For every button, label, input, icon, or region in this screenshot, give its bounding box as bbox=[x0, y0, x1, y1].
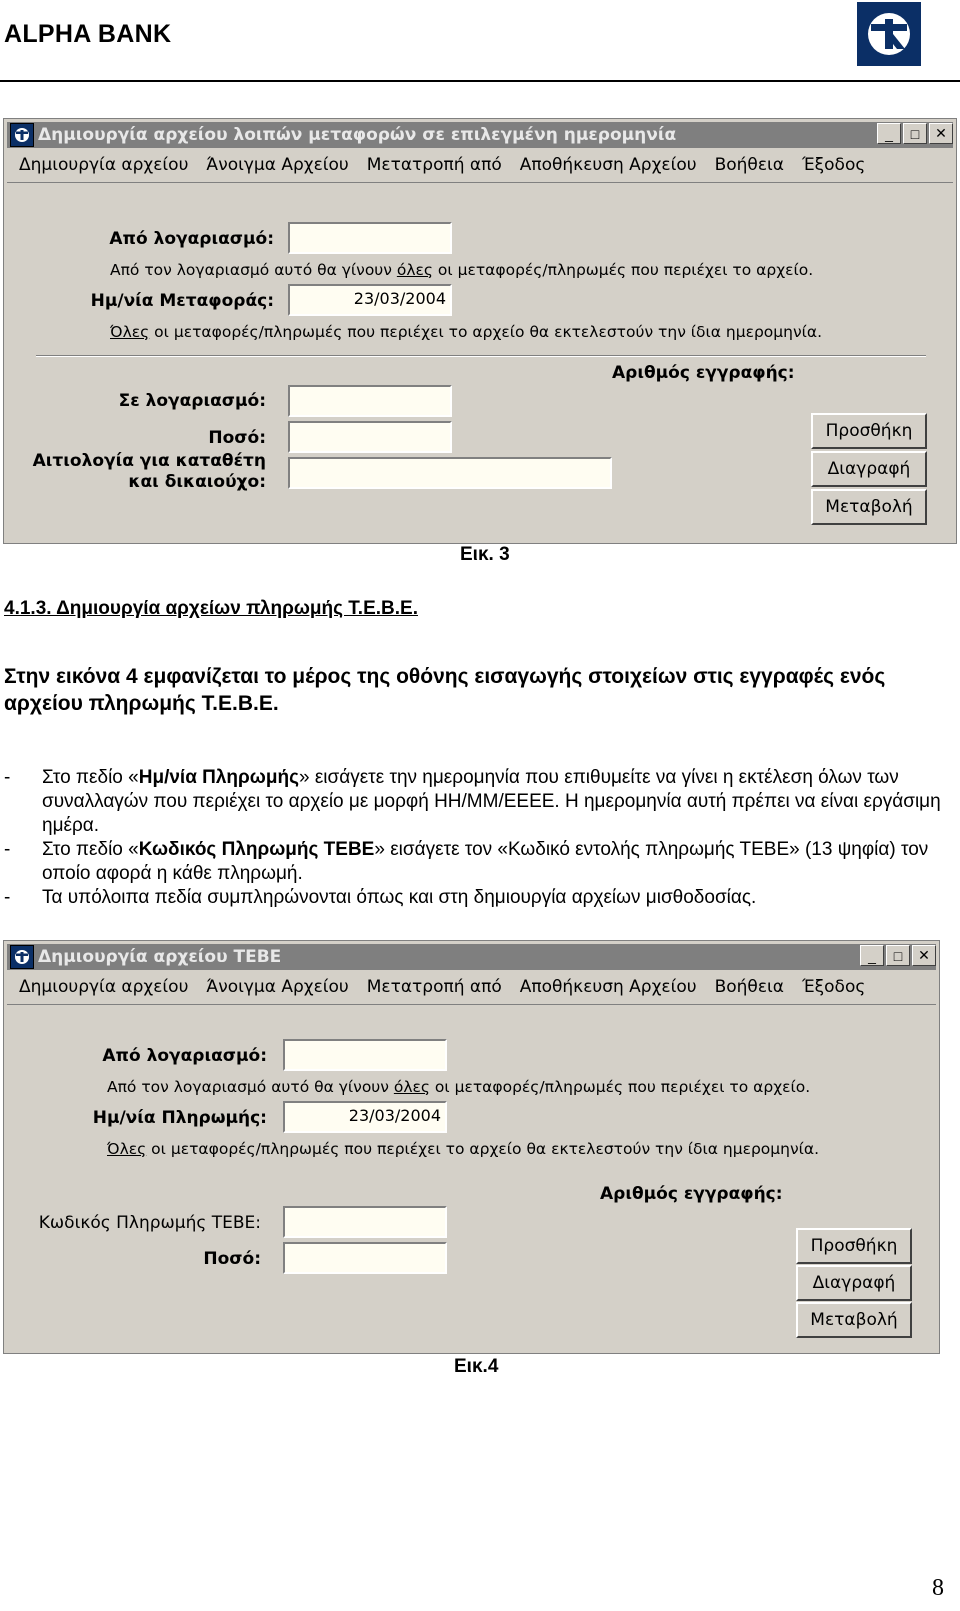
list-item: - Στο πεδίο «Ημ/νία Πληρωμής» εισάγετε την ημερομηνία που επιθυμείτε να γίνει η εκτέλεση όλων των συναλλαγών που περιέχει το αρχείο με μορφή ΗΗ/ΜΜ/ΕΕΕΕ. Η ημερομηνία αυτή πρέπει να είναι εργάσιμη ημέρα. bbox=[4, 767, 941, 836]
window-title: Δημιουργία αρχείου ΤΕΒΕ bbox=[38, 947, 282, 967]
payment-date-field[interactable]: 23/03/2004 bbox=[283, 1101, 447, 1133]
transfer-date-label: Ημ/νία Μεταφοράς: bbox=[90, 291, 274, 311]
menu-convert-from[interactable]: Μετατροπή από bbox=[366, 155, 502, 175]
list-item: - Τα υπόλοιπα πεδία συμπληρώνονται όπως και στη δημιουργία αρχείων μισθοδοσίας. bbox=[4, 887, 757, 908]
menu-open-file[interactable]: Άνοιγμα Αρχείου bbox=[206, 155, 349, 175]
menu-save-file[interactable]: Αποθήκευση Αρχείου bbox=[519, 155, 697, 175]
tebe-file-window bbox=[3, 940, 940, 1354]
from-account-label: Από λογαριασμό: bbox=[109, 229, 274, 249]
from-account-field[interactable] bbox=[283, 1039, 447, 1071]
transfer-date-field[interactable]: 23/03/2004 bbox=[288, 284, 452, 316]
close-icon[interactable]: ✕ bbox=[912, 945, 936, 966]
menu-create-file[interactable]: Δημιουργία αρχείου bbox=[19, 977, 189, 997]
menu-bar bbox=[7, 148, 953, 183]
menu-convert-from[interactable]: Μετατροπή από bbox=[366, 977, 502, 997]
instruction-list bbox=[4, 766, 944, 910]
from-account-note: Από τον λογαριασμό αυτό θα γίνουν όλες οι μεταφορές/πληρωμές που περιέχει το αρχείο. bbox=[110, 261, 814, 279]
record-number-label: Αριθμός εγγραφής: bbox=[600, 1184, 783, 1204]
add-button[interactable]: Προσθήκη bbox=[796, 1228, 912, 1264]
same-date-note: Όλες οι μεταφορές/πληρωμές που περιέχει το αρχείο θα εκτελεστούν την ίδια ημερομηνία. bbox=[110, 323, 823, 341]
menu-exit[interactable]: Έξοδος bbox=[801, 977, 866, 997]
menu-exit[interactable]: Έξοδος bbox=[801, 155, 866, 175]
app-icon bbox=[10, 123, 34, 147]
from-account-label: Από λογαριασμό: bbox=[102, 1046, 267, 1066]
app-icon bbox=[10, 945, 34, 969]
list-item: - Στο πεδίο «Κωδικός Πληρωμής ΤΕΒΕ» εισάγετε τον «Κωδικό εντολής πληρωμής ΤΕΒΕ» (13 ψηφία) τον οποίο αφορά η κάθε πληρωμή. bbox=[4, 839, 929, 884]
from-account-field[interactable] bbox=[288, 222, 452, 254]
amount-label: Ποσό: bbox=[203, 1249, 261, 1269]
page-number: 8 bbox=[932, 1575, 944, 1601]
amount-field[interactable] bbox=[288, 421, 452, 453]
maximize-icon[interactable]: □ bbox=[903, 123, 927, 144]
close-icon[interactable]: ✕ bbox=[929, 123, 953, 144]
delete-button[interactable]: Διαγραφή bbox=[796, 1265, 912, 1301]
tebe-code-field[interactable] bbox=[283, 1206, 447, 1238]
menu-help[interactable]: Βοήθεια bbox=[714, 977, 784, 997]
section-heading: 4.1.3. Δημιουργία αρχείων πληρωμής Τ.Ε.Β.Ε. bbox=[4, 598, 418, 619]
menu-save-file[interactable]: Αποθήκευση Αρχείου bbox=[519, 977, 697, 997]
tebe-code-label: Κωδικός Πληρωμής ΤΕΒΕ: bbox=[38, 1213, 261, 1233]
alpha-bank-logo-icon bbox=[857, 2, 921, 66]
to-account-field[interactable] bbox=[288, 385, 452, 417]
reason-field[interactable] bbox=[288, 457, 612, 489]
window-titlebar bbox=[7, 122, 953, 148]
menu-open-file[interactable]: Άνοιγμα Αρχείου bbox=[206, 977, 349, 997]
from-account-note: Από τον λογαριασμό αυτό θα γίνουν όλες οι μεταφορές/πληρωμές που περιέχει το αρχείο. bbox=[107, 1078, 811, 1096]
intro-paragraph: Στην εικόνα 4 εμφανίζεται το μέρος της οθόνης εισαγωγής στοιχείων στις εγγραφές ενός αρχείου πληρωμής Τ.Ε.Β.Ε. bbox=[4, 665, 886, 715]
record-number-label: Αριθμός εγγραφής: bbox=[612, 363, 795, 383]
bank-name: ALPHA BANK bbox=[4, 20, 172, 48]
delete-button[interactable]: Διαγραφή bbox=[811, 451, 927, 487]
menu-create-file[interactable]: Δημιουργία αρχείου bbox=[19, 155, 189, 175]
maximize-icon[interactable]: □ bbox=[886, 945, 910, 966]
modify-button[interactable]: Μεταβολή bbox=[811, 489, 927, 525]
figure-caption-3: Εικ. 3 bbox=[460, 544, 510, 565]
form-separator bbox=[36, 355, 926, 357]
figure-caption-4: Εικ.4 bbox=[454, 1356, 499, 1377]
header-divider bbox=[0, 80, 960, 82]
to-account-label: Σε λογαριασμό: bbox=[118, 391, 266, 411]
window-titlebar bbox=[7, 944, 936, 970]
reason-label: Αιτιολογία για καταθέτη και δικαιούχο: bbox=[32, 451, 266, 492]
transfer-file-window bbox=[3, 118, 957, 544]
same-date-note: Όλες οι μεταφορές/πληρωμές που περιέχει το αρχείο θα εκτελεστούν την ίδια ημερομηνία. bbox=[107, 1140, 820, 1158]
amount-field[interactable] bbox=[283, 1242, 447, 1274]
menu-bar bbox=[7, 970, 936, 1005]
minimize-icon[interactable]: _ bbox=[860, 945, 884, 966]
minimize-icon[interactable]: _ bbox=[877, 123, 901, 144]
amount-label: Ποσό: bbox=[208, 428, 266, 448]
payment-date-label: Ημ/νία Πληρωμής: bbox=[92, 1108, 267, 1128]
add-button[interactable]: Προσθήκη bbox=[811, 413, 927, 449]
modify-button[interactable]: Μεταβολή bbox=[796, 1302, 912, 1338]
window-title: Δημιουργία αρχείου λοιπών μεταφορών σε επιλεγμένη ημερομηνία bbox=[38, 125, 677, 145]
menu-help[interactable]: Βοήθεια bbox=[714, 155, 784, 175]
